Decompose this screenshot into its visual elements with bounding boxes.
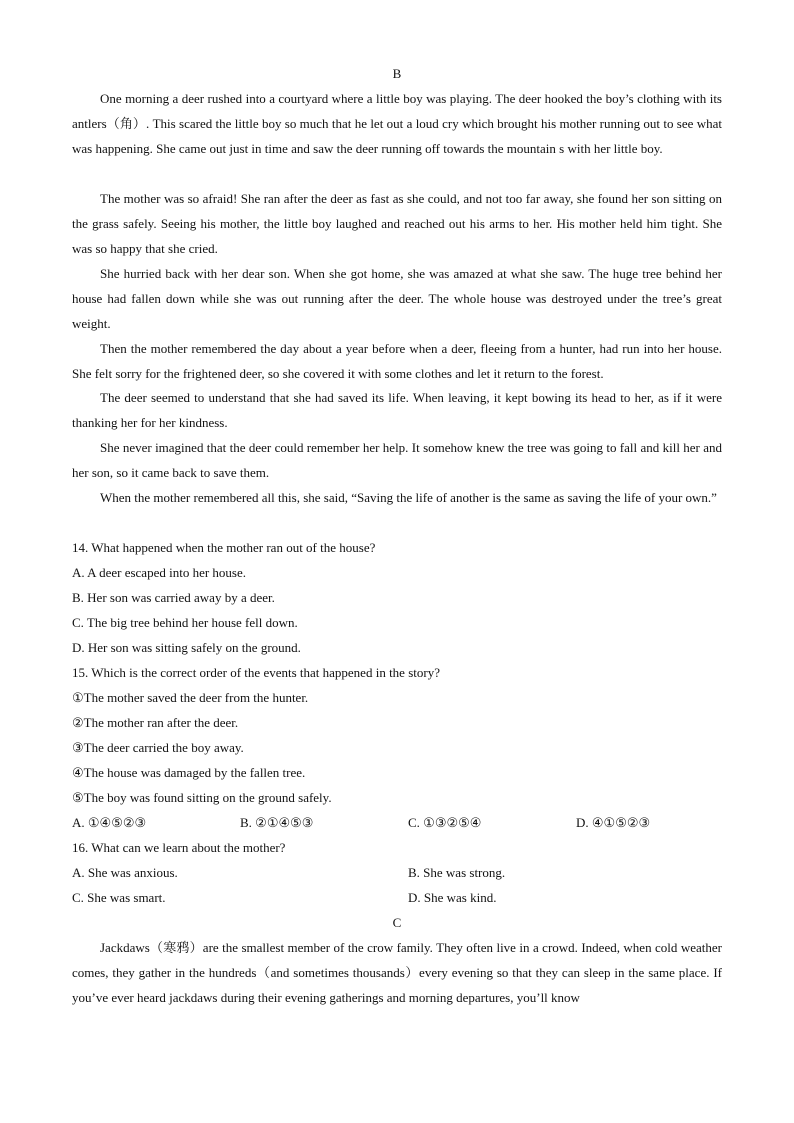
question-15-event-1: ①The mother saved the deer from the hunter. (72, 690, 309, 705)
section-b-paragraph-3: She hurried back with her dear son. When she got home, she was amazed at what she saw. The huge tree behind her house had fallen down while she was out running after the deer. The whole house was destroyed under the tree’s great weight. (72, 266, 722, 331)
section-b-paragraph-6: She never imagined that the deer could remember her help. It somehow knew the tree was going to fall and kill her and her son, so it came back to save them. (72, 440, 722, 480)
question-14-option-b: B. Her son was carried away by a deer. (72, 590, 275, 605)
question-14-stem: 14. What happened when the mother ran out of the house? (72, 540, 376, 555)
section-b-paragraph-5: The deer seemed to understand that she had saved its life. When leaving, it kept bowing its head to her, as if it were thanking her for her kindness. (72, 390, 722, 430)
question-16-option-d: D. She was kind. (408, 890, 497, 905)
question-14-option-d: D. Her son was sitting safely on the ground. (72, 640, 301, 655)
question-15-option-a: A. ①④⑤②③ (72, 815, 147, 830)
question-16-option-b: B. She was strong. (408, 865, 506, 880)
section-b-paragraph-7: When the mother remembered all this, she said, “Saving the life of another is the same as saving the life of your own.” (100, 490, 717, 505)
question-15-option-c: C. ①③②⑤④ (408, 815, 482, 830)
question-14-option-c: C. The big tree behind her house fell down. (72, 615, 298, 630)
question-16-stem: 16. What can we learn about the mother? (72, 840, 286, 855)
question-16-option-a: A. She was anxious. (72, 865, 178, 880)
question-15-stem: 15. Which is the correct order of the events that happened in the story? (72, 665, 440, 680)
question-16-option-c: C. She was smart. (72, 890, 166, 905)
section-b-paragraph-1: One morning a deer rushed into a courtyard where a little boy was playing. The deer hooked the boy’s clothing with its antlers（角）. This scared the little boy so much that he let out a loud cry which brought his mother running out to see what was happening. She came out just in time and saw the deer running off towards the mountain s with her little boy. (72, 91, 722, 156)
section-c-heading: C (392, 915, 402, 930)
section-b-heading: B (392, 66, 402, 81)
section-b-paragraph-4: Then the mother remembered the day about a year before when a deer, fleeing from a hunter, had run into her house. She felt sorry for the frightened deer, so she covered it with some clothes and let it return to the forest. (72, 341, 722, 381)
section-b-paragraph-2: The mother was so afraid! She ran after the deer as fast as she could, and not too far away, she found her son sitting on the grass safely. Seeing his mother, the little boy laughed and reached out his arms to her. His mother held him tight. She was so happy that she cried. (72, 191, 722, 256)
question-15-event-2: ②The mother ran after the deer. (72, 715, 239, 730)
question-15-option-b: B. ②①④⑤③ (240, 815, 314, 830)
question-15-event-3: ③The deer carried the boy away. (72, 740, 244, 755)
question-15-event-5: ⑤The boy was found sitting on the ground safely. (72, 790, 332, 805)
section-c-paragraph-1: Jackdaws（寒鸦）are the smallest member of the crow family. They often live in a crowd. Indeed, when cold weather comes, they gather in the hundreds（and sometimes thousands）every evening so that they can sleep in the same place. If you’ve ever heard jackdaws during their evening gatherings and morning departures, you’ll know (72, 940, 722, 1005)
question-15-option-d: D. ④①⑤②③ (576, 815, 651, 830)
question-15-event-4: ④The house was damaged by the fallen tree. (72, 765, 306, 780)
question-14-option-a: A. A deer escaped into her house. (72, 565, 247, 580)
